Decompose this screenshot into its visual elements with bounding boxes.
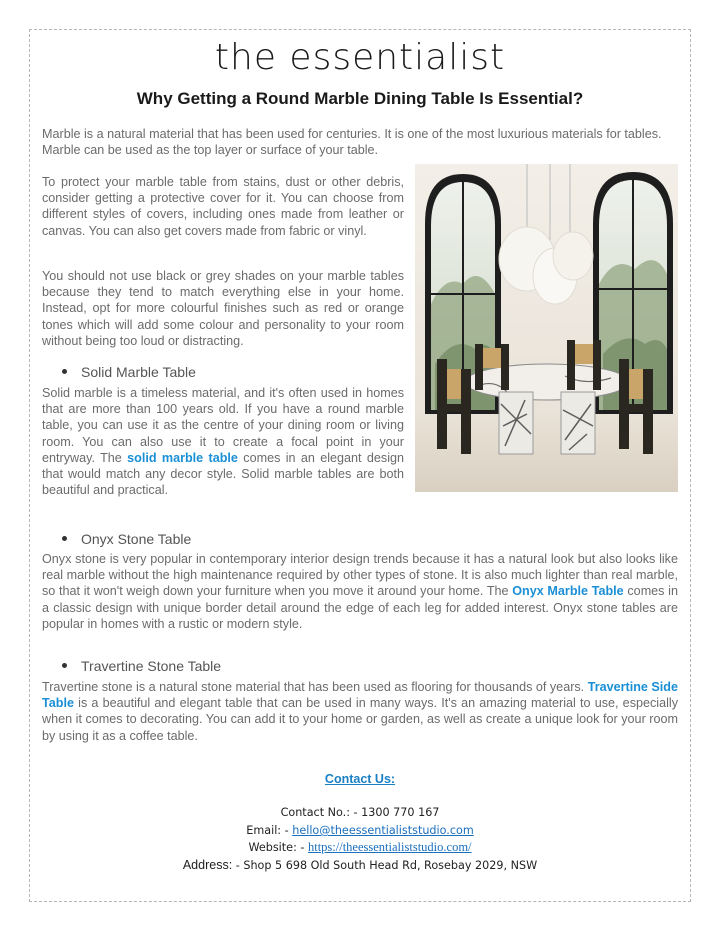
solid-marble-paragraph: Solid marble is a timeless material, and it's often used in homes that are more than 100 years old. If you have a round marble table, you can use it as the centre of your dining room or living room. You can also use it to create a focal point in your entryway. The solid marble table comes in an elegant design that would match any decor style. Solid marble tables are both beautiful and practical. (42, 386, 405, 498)
bullet-icon (62, 536, 67, 541)
travertine-paragraph: Travertine stone is a natural stone material that has been used as flooring for thousands of years. Travertine Side Table is a beautiful and elegant table that can be used in many ways. It's an amazing material to use, especially when it comes to decorating. You can add it to your home or garden, as well as create a unique look for your room by using it as a coffee table. (42, 680, 679, 743)
travertine-side-table-link[interactable]: Travertine Side Table (42, 680, 679, 711)
protect-paragraph: To protect your marble table from stains, dust or other debris, consider getting a protective cover for it. You can choose from different styles of covers, including ones made from leather or canvas. You can also get covers made from fabric or vinyl. (42, 175, 404, 238)
section-heading-travertine: Travertine Stone Table (62, 657, 221, 675)
email-link[interactable]: hello@theessentialiststudio.com (292, 824, 474, 837)
brand-logo: the essentialist (214, 37, 506, 78)
website-link[interactable]: https://theessentialiststudio.com/ (307, 840, 472, 854)
page-title: Why Getting a Round Marble Dining Table Is Essential? (136, 89, 584, 108)
solid-marble-table-link[interactable]: solid marble table (127, 450, 238, 465)
shades-paragraph: You should not use black or grey shades on your marble tables because they tend to match everything else in your home. Instead, opt for more colourful finishes such as red or orange tones which will add some colour and personality to your room without being too loud or distracting. (42, 269, 404, 348)
onyx-marble-table-link[interactable]: Onyx Marble Table (512, 584, 624, 599)
bullet-icon (62, 663, 67, 668)
dining-room-photo (415, 164, 678, 492)
contact-heading: Contact Us: (324, 772, 396, 786)
contact-website-line: Website: - https://theessentialiststudio.com/ (248, 840, 472, 854)
intro-paragraph: Marble is a natural material that has been used for centuries. It is one of the most luxurious materials for tables. Marble can be used as the top layer or surface of your table. (42, 127, 662, 158)
bullet-icon (62, 369, 67, 374)
section-heading-onyx: Onyx Stone Table (62, 530, 191, 548)
section-heading-solid-marble: Solid Marble Table (62, 363, 196, 381)
onyx-paragraph: Onyx stone is very popular in contemporary interior design trends because it has a natural look but also looks like real marble without the high maintenance required by other types of stone. It is also much lighter than real marble, so that it won't weigh down your furniture when you move it around your home. The Onyx Marble Table comes in a classic design with unique border detail around the edge of each leg for added interest. Onyx stone tables are popular in homes with a rustic or modern style. (42, 552, 678, 631)
contact-phone: Contact No.: - 1300 770 167 (280, 806, 440, 819)
contact-address: Address: - Shop 5 698 Old South Head Rd, Rosebay 2029, NSW (182, 858, 538, 872)
contact-email-line: Email: - hello@theessentialiststudio.com (246, 824, 474, 837)
